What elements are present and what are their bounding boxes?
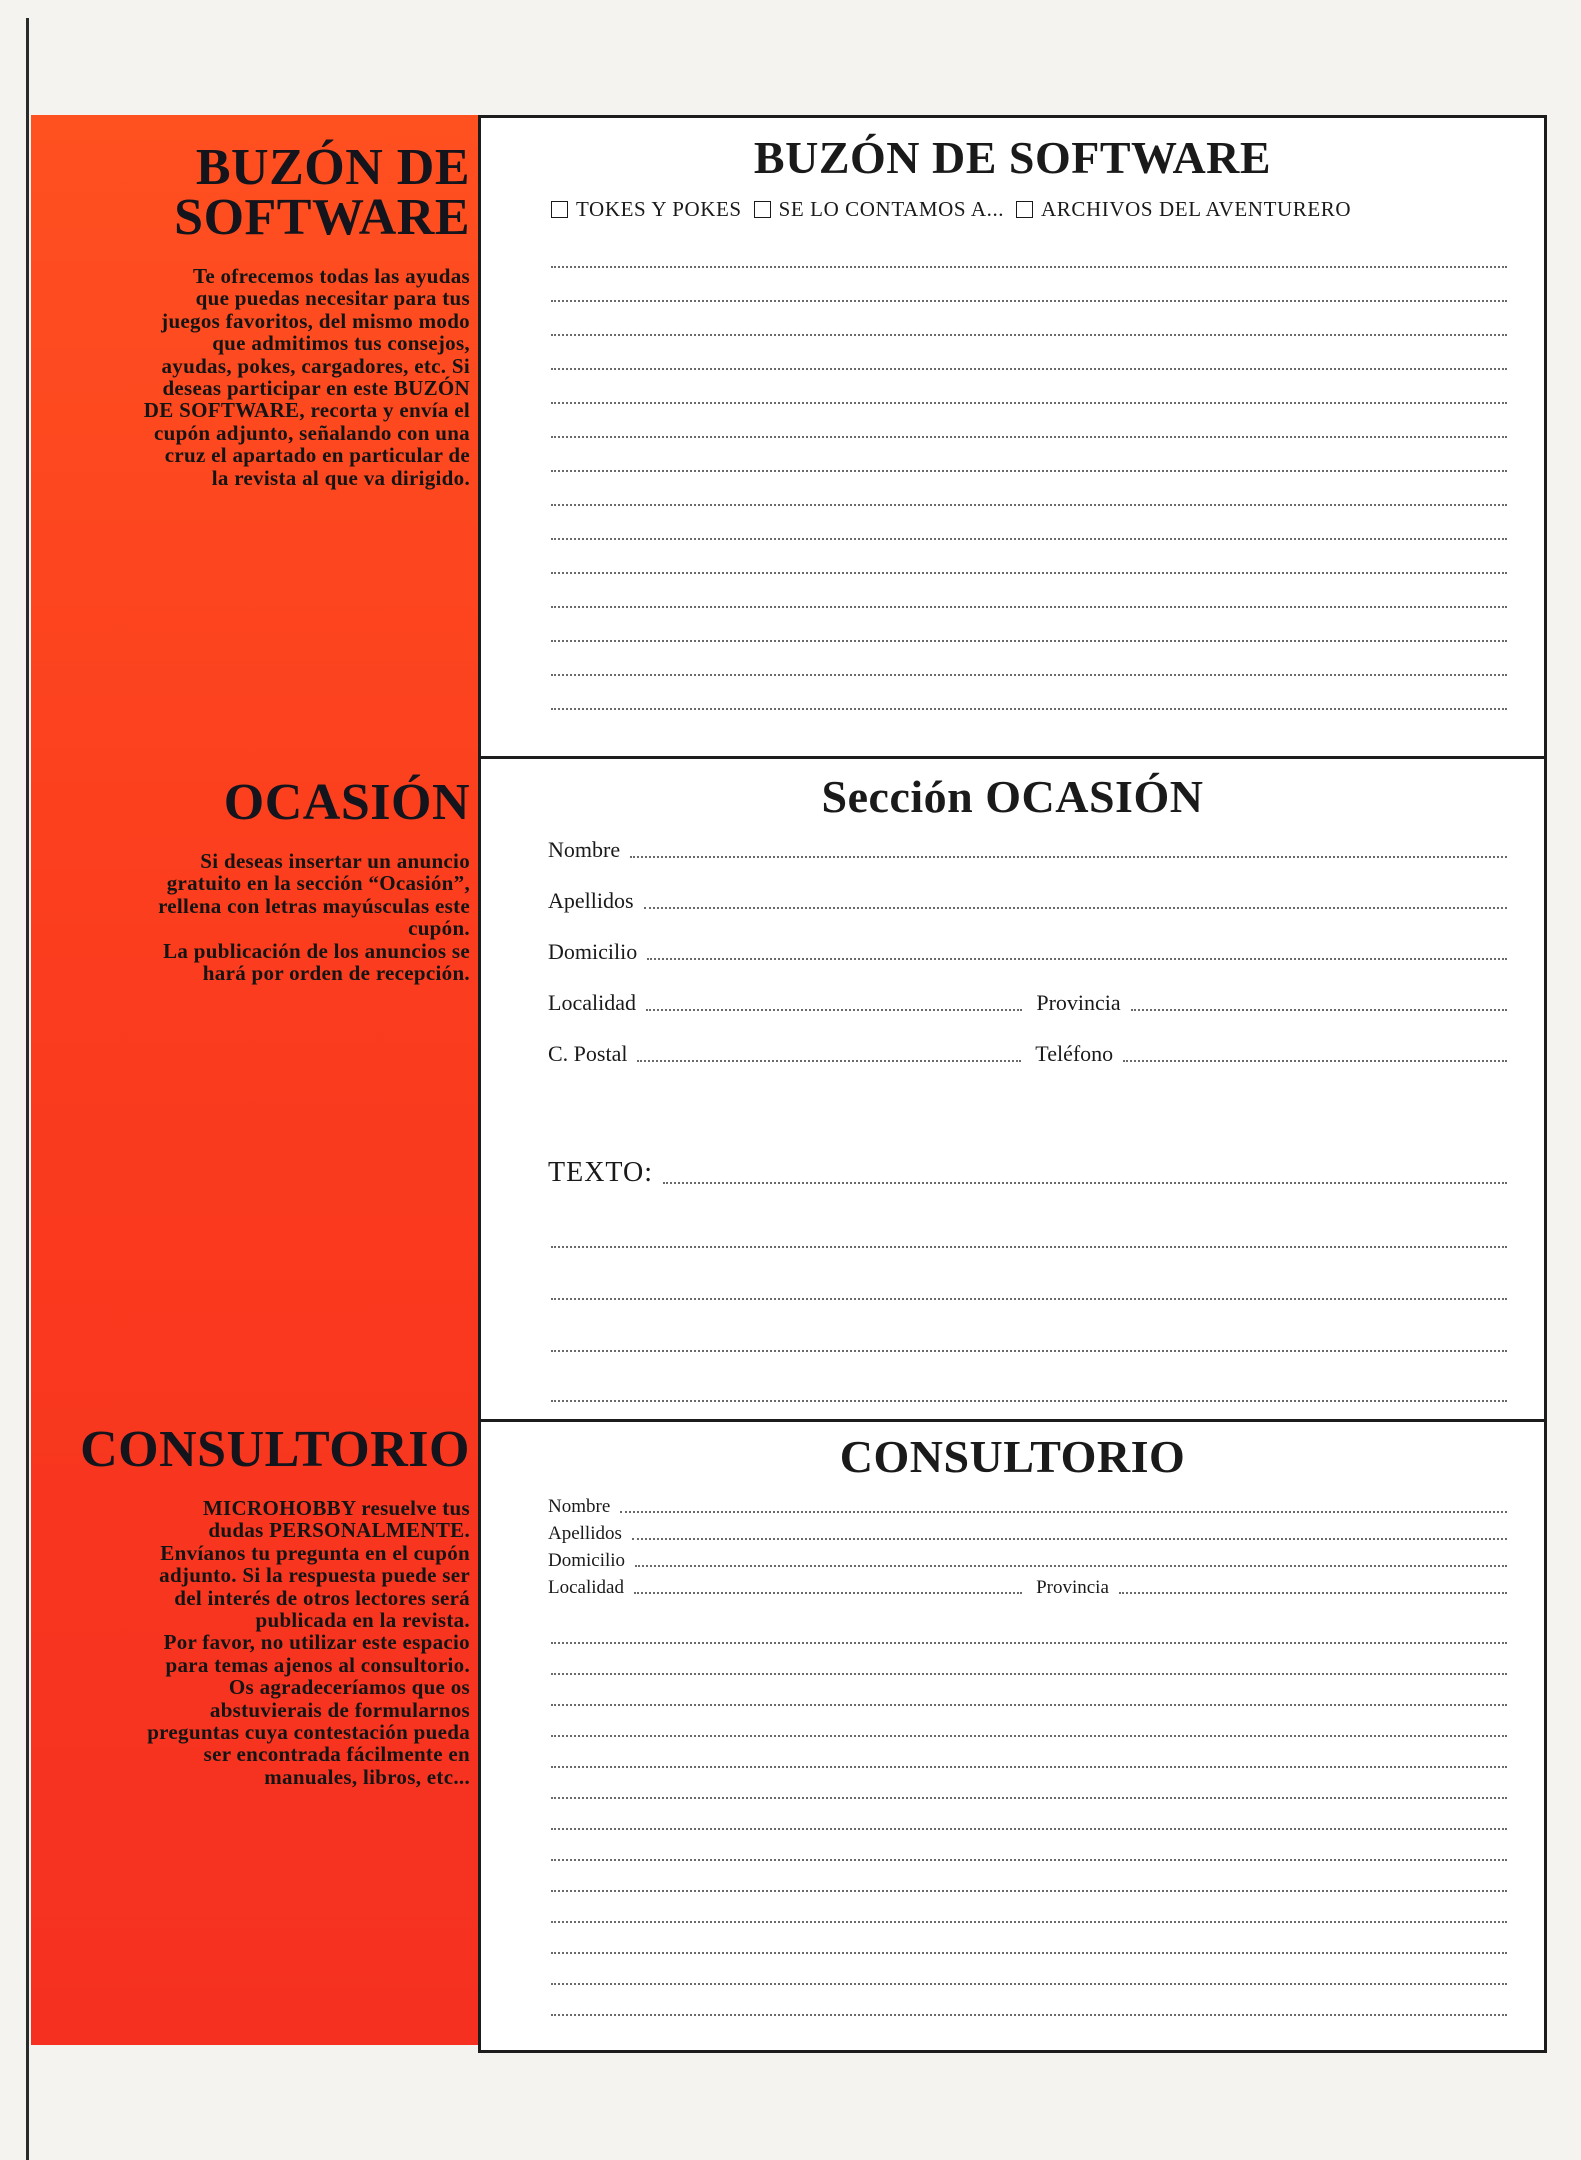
body-line: que puedas necesitar para tus [195, 286, 470, 311]
provincia-fill[interactable] [1119, 1592, 1507, 1594]
body-line: rellena con letras mayúsculas este [158, 893, 470, 918]
consultorio-domicilio-field[interactable] [548, 1550, 1507, 1572]
sidebar-buzon-body [144, 265, 470, 489]
writing-line[interactable] [551, 504, 1507, 506]
buzon-form-title: BUZÓN DE SOFTWARE [753, 132, 1272, 183]
writing-line[interactable] [551, 674, 1507, 676]
sidebar-ocasion-title: OCASIÓN [223, 774, 470, 831]
writing-line[interactable] [551, 470, 1507, 472]
body-line: dudas PERSONALMENTE. [208, 1518, 470, 1543]
field-label: Provincia [1036, 1577, 1109, 1598]
writing-line[interactable] [551, 1797, 1507, 1799]
field-label: Apellidos [548, 1523, 622, 1544]
buzon-options [551, 197, 1357, 224]
checkbox-se-lo-contamos[interactable] [754, 201, 771, 218]
body-line: manuales, libros, etc... [264, 1764, 470, 1789]
localidad-fill[interactable] [634, 1592, 1022, 1594]
writing-line[interactable] [551, 1350, 1507, 1352]
field-label: C. Postal [548, 1041, 628, 1066]
writing-line[interactable] [551, 1298, 1507, 1300]
sidebar-consultorio-body [80, 1497, 470, 1788]
writing-line[interactable] [551, 300, 1507, 302]
body-line: La publicación de los anuncios se [163, 938, 470, 963]
coupon-frame [478, 115, 1547, 2053]
page-binding-edge [26, 18, 29, 2160]
writing-line[interactable] [551, 1983, 1507, 1985]
writing-line[interactable] [551, 1246, 1507, 1248]
sidebar-buzon-title-line: SOFTWARE [174, 189, 470, 246]
field-fill[interactable] [647, 958, 1507, 960]
telefono-fill[interactable] [1123, 1060, 1507, 1062]
option-tokes-y-pokes[interactable] [551, 197, 742, 222]
sidebar-ocasion-body [158, 850, 470, 984]
option-se-lo-contamos[interactable] [754, 197, 1005, 222]
ocasion-form-panel [481, 759, 1544, 1419]
sidebar-consultorio-section [80, 1421, 470, 1789]
writing-line[interactable] [551, 368, 1507, 370]
writing-line[interactable] [551, 1766, 1507, 1768]
field-label: Nombre [548, 837, 621, 862]
ocasion-texto-field[interactable] [548, 1157, 1507, 1189]
writing-line[interactable] [551, 1642, 1507, 1644]
field-fill[interactable] [644, 907, 1507, 909]
writing-line[interactable] [551, 2014, 1507, 2016]
field-fill[interactable] [635, 1565, 1507, 1567]
body-line: abstuvierais de formularnos [209, 1697, 470, 1722]
body-line: adjunto. Si la respuesta puede ser [159, 1563, 470, 1588]
field-label: Apellidos [548, 888, 634, 913]
consultorio-apellidos-field[interactable] [548, 1523, 1507, 1545]
field-label: Teléfono [1035, 1041, 1114, 1066]
body-line: gratuito en la sección “Ocasión”, [166, 871, 470, 896]
body-line: que admitimos tus consejos, [212, 331, 470, 356]
field-fill[interactable] [630, 856, 1507, 858]
body-line: hará por orden de recepción. [202, 961, 470, 986]
writing-line[interactable] [551, 266, 1507, 268]
writing-line[interactable] [551, 402, 1507, 404]
consultorio-localidad-provincia-row[interactable] [548, 1577, 1507, 1599]
field-fill[interactable] [620, 1511, 1507, 1513]
writing-line[interactable] [551, 538, 1507, 540]
field-label: TEXTO: [548, 1157, 654, 1188]
ocasion-domicilio-field[interactable] [548, 939, 1507, 965]
body-line: ser encontrada fácilmente en [203, 1742, 470, 1767]
consultorio-form-panel [481, 1422, 1544, 2047]
field-label: Nombre [548, 1496, 611, 1517]
ocasion-apellidos-field[interactable] [548, 888, 1507, 914]
field-label: Domicilio [548, 1550, 626, 1571]
body-line: del interés de otros lectores será [174, 1585, 470, 1610]
provincia-fill[interactable] [1131, 1009, 1507, 1011]
body-line: para temas ajenos al consultorio. [165, 1652, 470, 1677]
sidebar-buzon-title [144, 139, 470, 246]
ocasion-localidad-provincia-row[interactable] [548, 990, 1507, 1016]
localidad-fill[interactable] [646, 1009, 1022, 1011]
writing-line[interactable] [551, 606, 1507, 608]
cpostal-fill[interactable] [637, 1060, 1021, 1062]
body-line: Por favor, no utilizar este espacio [163, 1630, 470, 1655]
consultorio-nombre-field[interactable] [548, 1496, 1507, 1518]
body-line: la revista al que va dirigido. [211, 465, 470, 490]
ocasion-cpostal-telefono-row[interactable] [548, 1041, 1507, 1067]
writing-line[interactable] [551, 1735, 1507, 1737]
writing-line[interactable] [551, 1704, 1507, 1706]
option-label: TOKES Y POKES [576, 197, 742, 221]
field-label: Localidad [548, 990, 636, 1015]
body-line: ayudas, pokes, cargadores, etc. Si [161, 353, 470, 378]
body-line: publicada en la revista. [255, 1608, 470, 1633]
writing-line[interactable] [551, 334, 1507, 336]
field-fill[interactable] [663, 1182, 1507, 1184]
writing-line[interactable] [551, 1890, 1507, 1892]
writing-line[interactable] [551, 1859, 1507, 1861]
sidebar-panel [31, 115, 478, 2045]
body-line: Os agradeceríamos que os [228, 1675, 470, 1700]
sidebar-buzon-title-line: BUZÓN DE [195, 139, 470, 196]
body-line: deseas participar en este BUZÓN [162, 376, 470, 401]
ocasion-nombre-field[interactable] [548, 837, 1507, 863]
option-label: ARCHIVOS DEL AVENTURERO [1041, 197, 1352, 221]
writing-line[interactable] [551, 640, 1507, 642]
writing-line[interactable] [551, 436, 1507, 438]
checkbox-archivos-aventurero[interactable] [1016, 201, 1033, 218]
body-line: cruz el apartado en particular de [164, 443, 470, 468]
option-label: SE LO CONTAMOS A... [778, 197, 1005, 221]
writing-line[interactable] [551, 572, 1507, 574]
buzon-form-panel [481, 118, 1544, 756]
body-line: Si deseas insertar un anuncio [200, 849, 470, 873]
field-fill[interactable] [632, 1538, 1507, 1540]
ocasion-form-title: Sección OCASIÓN [821, 771, 1204, 822]
body-line: Te ofrecemos todas las ayudas [192, 264, 470, 288]
body-line: MICROHOBBY resuelve tus [202, 1496, 470, 1520]
body-line: preguntas cuya contestación pueda [147, 1720, 470, 1745]
field-label: Domicilio [548, 939, 638, 964]
writing-line[interactable] [551, 1673, 1507, 1675]
consultorio-form-title: CONSULTORIO [839, 1431, 1186, 1482]
body-line: cupón. [408, 916, 470, 941]
writing-line[interactable] [551, 1952, 1507, 1954]
field-label: Provincia [1036, 990, 1121, 1015]
sidebar-ocasion-section [158, 774, 470, 986]
body-line: juegos favoritos, del mismo modo [161, 308, 470, 333]
writing-line[interactable] [551, 708, 1507, 710]
writing-line[interactable] [551, 1400, 1507, 1402]
body-line: cupón adjunto, señalando con una [154, 420, 470, 445]
body-line: Envíanos tu pregunta en el cupón [160, 1540, 470, 1565]
field-label: Localidad [548, 1577, 624, 1598]
sidebar-consultorio-title: CONSULTORIO [80, 1421, 470, 1478]
option-archivos-aventurero[interactable] [1016, 197, 1351, 222]
checkbox-tokes-y-pokes[interactable] [551, 201, 568, 218]
writing-line[interactable] [551, 1921, 1507, 1923]
sidebar-buzon-section [143, 139, 470, 490]
body-line: DE SOFTWARE, recorta y envía el [143, 398, 470, 423]
writing-line[interactable] [551, 1828, 1507, 1830]
